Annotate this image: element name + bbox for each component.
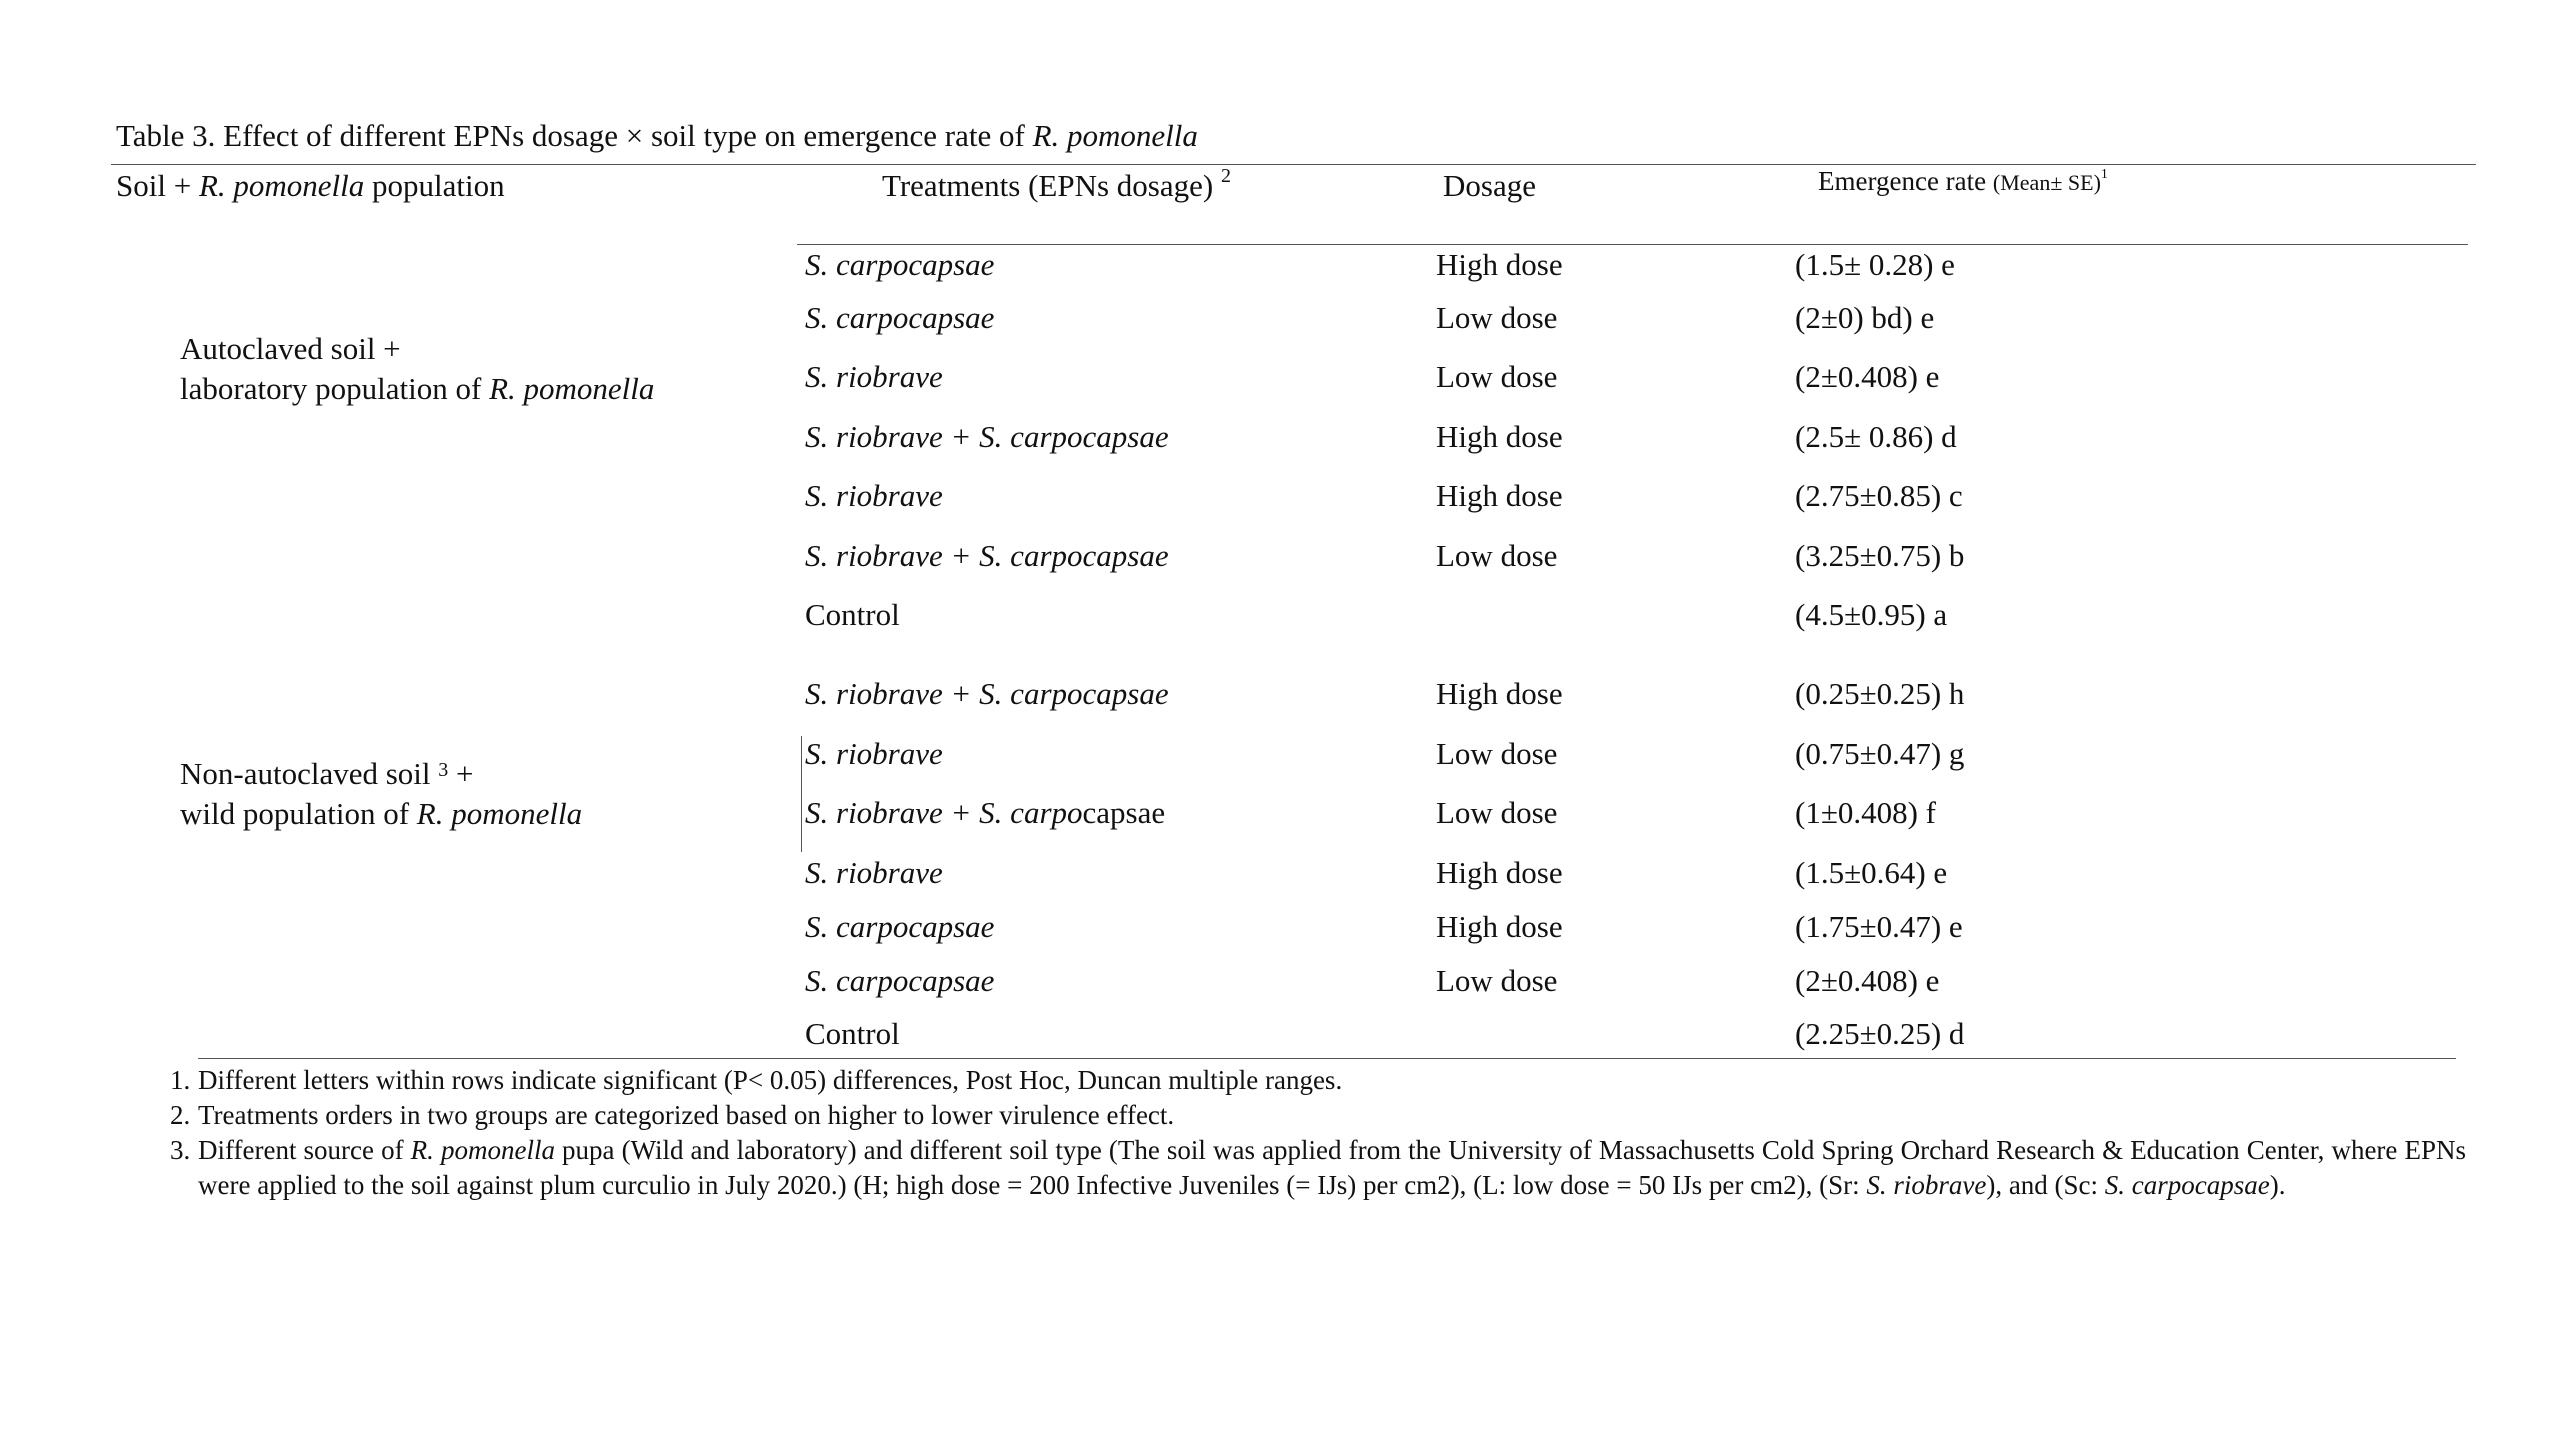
rate-cell: (1.5±0.64) e [1795,855,1948,890]
header-emergence-unit: (Mean± SE) [1992,170,2101,195]
rate-cell: (2±0.408) e [1795,359,1940,394]
footnote-text: Different letters within rows indicate significant (P< 0.05) differences, Post Hoc, Duncan multiple ranges. [198,1065,1343,1095]
group1-line2 [180,369,654,409]
header-emergence-footnote-ref: 1 [2100,167,2108,182]
footnote-2 [170,1098,2470,1133]
dosage-cell: High dose [1436,855,1563,890]
dosage-cell: Low dose [1436,736,1558,771]
dosage-cell: Low dose [1436,795,1558,830]
treatment-cell: S. riobrave [805,855,943,890]
group-label-autoclaved [180,329,654,409]
dosage-cell: High dose [1436,478,1563,513]
group1-line1: Autoclaved soil + [180,331,401,366]
rate-cell: (2.25±0.25) d [1795,1016,1965,1051]
header-soil-population [116,170,505,201]
dosage-cell: Low dose [1436,300,1558,335]
footnote-text: Treatments orders in two groups are categorized based on higher to lower virulence effect. [198,1100,1175,1130]
group2-line2-prefix: wild population of [180,796,417,831]
group1-line2-prefix: laboratory population of [180,371,490,406]
group2-line2-species: R. pomonella [416,796,583,831]
group2-line1-suffix: + [448,756,474,791]
treatment-cell-roman: capsae [1082,795,1166,830]
table-caption [116,120,1198,151]
group2-footnote-ref: 3 [438,759,449,781]
group2-line2 [180,794,582,834]
footnote-number: 2. [170,1100,191,1130]
rate-cell: (0.75±0.47) g [1795,736,1965,771]
treatment-cell: S. carpocapsae [805,909,995,944]
footnote3-part4: ). [2269,1170,2286,1200]
footnote3-part3: ), and (Sc: [1986,1170,2105,1200]
caption-species: R. pomonella [1032,118,1198,153]
rate-cell: (4.5±0.95) a [1795,597,1948,632]
header-soil-prefix: Soil + [116,168,199,203]
rate-cell: (1.75±0.47) e [1795,909,1963,944]
rate-cell: (1±0.408) f [1795,795,1936,830]
header-soil-species: R. pomonella [198,168,365,203]
dosage-cell: Low dose [1436,963,1558,998]
footnote3-part2: pupa (Wild and laboratory) and different soil type (The soil was applied from the University of Massachusetts Cold Spring Orchard Research & Education Center, where EPNs were applied to the soil against plum curculio in July 2020.) (H; high dose = 200 Infective Juveniles (= IJs) per cm2), (L: low dose = 50 IJs per cm2), (Sr: [198,1135,2466,1200]
treatment-cell: Control [805,1016,900,1051]
header-treatments [882,165,1231,203]
footnote-text [198,1133,2466,1203]
group1-line2-species: R. pomonella [489,371,655,406]
dosage-cell: High dose [1436,419,1563,454]
footnote3-part1: Different source of [198,1135,411,1165]
rate-cell: (2±0.408) e [1795,963,1940,998]
caption-text: Table 3. Effect of different EPNs dosage × soil type on emergence rate of [116,118,1033,153]
header-dosage: Dosage [1443,168,1536,203]
treatment-cell: Control [805,597,900,632]
treatment-cell: S. riobrave [805,478,943,513]
rate-cell: (2±0) bd) e [1795,300,1935,335]
treatment-cell: S. carpocapsae [805,300,995,335]
header-treatments-label: Treatments (EPNs dosage) [882,168,1221,203]
header-bottom-rule [797,244,2468,245]
treatment-column-bracket [801,736,802,852]
dosage-cell: Low dose [1436,538,1558,573]
rate-cell: (3.25±0.75) b [1795,538,1965,573]
treatment-cell [805,797,1165,828]
header-treatments-footnote-ref: 2 [1220,165,1231,187]
footnote-1 [170,1063,2470,1098]
group2-line1-text: Non-autoclaved soil [180,756,439,791]
footnote-3 [170,1133,2470,1243]
footnote3-species3: S. carpocapsae [2104,1170,2270,1200]
treatment-cell-italic: S. riobrave + S. carpo [805,795,1083,830]
group2-line1 [180,754,582,794]
rate-cell: (2.75±0.85) c [1795,478,1963,513]
dosage-cell: High dose [1436,909,1563,944]
dosage-cell: High dose [1436,247,1563,282]
table-bottom-rule [198,1058,2456,1059]
treatment-cell: S. riobrave + S. carpocapsae [805,538,1169,573]
footnote-number: 1. [170,1065,191,1095]
rate-cell: (0.25±0.25) h [1795,676,1965,711]
group-label-non-autoclaved [180,754,582,834]
dosage-cell: High dose [1436,676,1563,711]
header-emergence-rate [1818,168,2108,195]
rate-cell: (1.5± 0.28) e [1795,247,1955,282]
treatment-cell: S. carpocapsae [805,247,995,282]
footnote-number: 3. [170,1135,191,1165]
rate-cell: (2.5± 0.86) d [1795,419,1957,454]
treatment-cell: S. riobrave + S. carpocapsae [805,419,1169,454]
dosage-cell: Low dose [1436,359,1558,394]
treatment-cell: S. riobrave [805,736,943,771]
table-top-rule [111,164,2476,165]
header-emergence-label: Emergence rate [1818,166,1993,196]
treatment-cell: S. riobrave [805,359,943,394]
footnote3-species2: S. riobrave [1866,1170,1987,1200]
header-soil-suffix: population [364,168,505,203]
treatment-cell: S. carpocapsae [805,963,995,998]
treatment-cell: S. riobrave + S. carpocapsae [805,676,1169,711]
footnote3-species1: R. pomonella [410,1135,555,1165]
